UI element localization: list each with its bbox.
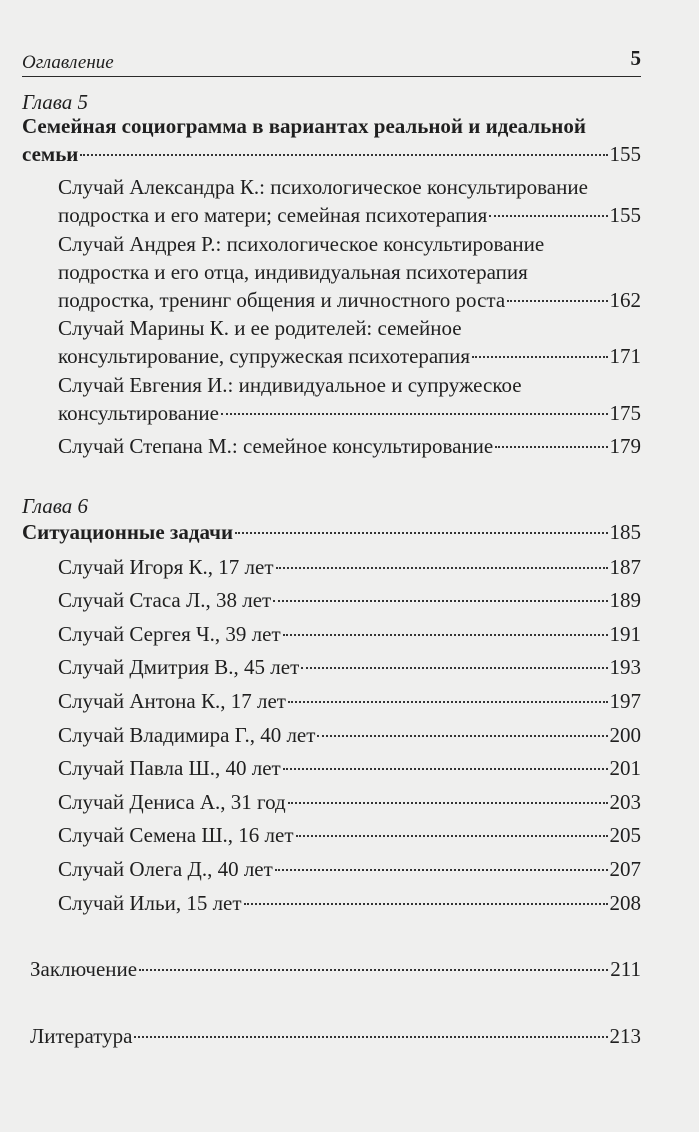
literature-page: 213 — [609, 1024, 641, 1048]
entry-6-4-page: 193 — [609, 655, 641, 679]
dot-leader — [80, 154, 607, 156]
entry-5-4-line2: консультирование — [58, 401, 219, 425]
page-number: 5 — [630, 46, 641, 70]
entry-5-4-line1: Случай Евгения И.: индивидуальное и супружеское — [58, 373, 522, 397]
entry-6-5-text: Случай Антона К., 17 лет — [58, 689, 286, 713]
dot-leader — [244, 903, 608, 905]
entry-6-11-text: Случай Ильи, 15 лет — [58, 891, 242, 915]
entry-6-3-text: Случай Сергея Ч., 39 лет — [58, 622, 281, 646]
entry-5-2-line2: подростка и его отца, индивидуальная психотерапия — [58, 260, 528, 284]
chapter-6-title-row — [22, 516, 641, 548]
entry-5-2-line1: Случай Андрея Р.: психологическое консультирование — [58, 232, 545, 256]
entry-6-9-text: Случай Семена Ш., 16 лет — [58, 823, 294, 847]
entry-5-1-line1: Случай Александра К.: психологическое консультирование — [58, 175, 588, 199]
dot-leader — [273, 600, 607, 602]
dot-leader — [134, 1036, 607, 1038]
entry-6-7-text: Случай Павла Ш., 40 лет — [58, 756, 281, 780]
dot-leader — [472, 356, 607, 358]
dot-leader — [489, 215, 607, 217]
chapter-6-title: Ситуационные задачи — [22, 520, 234, 544]
entry-6-10-page: 207 — [609, 857, 641, 881]
chapter-6-page: 185 — [609, 520, 641, 544]
entry-5-1-line2: подростка и его матери; семейная психотерапия — [58, 203, 488, 227]
dot-leader — [288, 802, 608, 804]
entry-6-10-text: Случай Олега Д., 40 лет — [58, 857, 273, 881]
chapter-5-title-line2: семьи — [22, 142, 79, 166]
dot-leader — [276, 567, 608, 569]
entry-5-4-row — [58, 397, 641, 429]
entry-5-1-row — [58, 199, 641, 231]
entry-5-3-line1: Случай Марины К. и ее родителей: семейное — [58, 316, 462, 340]
entry-6-9-page: 205 — [609, 823, 641, 847]
entry-6-5-page: 197 — [609, 689, 641, 713]
entry-6-11-row — [58, 887, 641, 919]
entry-6-4-row — [58, 651, 641, 683]
chapter-5-title-line1: Семейная социограмма в вариантах реальной и идеальной — [22, 114, 586, 138]
entry-6-4-text: Случай Дмитрия В., 45 лет — [58, 655, 300, 679]
dot-leader — [139, 969, 608, 971]
dot-leader — [301, 667, 607, 669]
dot-leader — [221, 413, 608, 415]
conclusion-page: 211 — [610, 957, 641, 981]
entry-5-4-page: 175 — [609, 401, 641, 425]
entry-6-8-text: Случай Дениса А., 31 год — [58, 790, 286, 814]
entry-6-7-row — [58, 752, 641, 784]
page-header — [22, 44, 641, 77]
dot-leader — [235, 532, 607, 534]
entry-5-5-page: 179 — [609, 434, 641, 458]
conclusion-row — [30, 953, 641, 985]
entry-6-2-page: 189 — [609, 588, 641, 612]
dot-leader — [283, 768, 608, 770]
entry-6-2-text: Случай Стаса Л., 38 лет — [58, 588, 272, 612]
entry-6-1-row — [58, 551, 641, 583]
dot-leader — [507, 300, 607, 302]
entry-6-6-page: 200 — [609, 723, 641, 747]
dot-leader — [317, 735, 607, 737]
entry-6-8-row — [58, 786, 641, 818]
entry-5-3-row — [58, 340, 641, 372]
entry-6-6-row — [58, 719, 641, 751]
entry-6-9-row — [58, 819, 641, 851]
chapter-5-title-row — [22, 138, 641, 170]
dot-leader — [296, 835, 608, 837]
entry-6-1-page: 187 — [609, 555, 641, 579]
entry-6-6-text: Случай Владимира Г., 40 лет — [58, 723, 316, 747]
chapter-5-label: Глава 5 — [22, 90, 88, 114]
entry-6-1-text: Случай Игоря К., 17 лет — [58, 555, 274, 579]
entry-5-1-page: 155 — [609, 203, 641, 227]
entry-5-5-row — [58, 430, 641, 462]
entry-6-5-row — [58, 685, 641, 717]
literature-row — [30, 1020, 641, 1052]
entry-6-8-page: 203 — [609, 790, 641, 814]
chapter-5-page: 155 — [609, 142, 641, 166]
literature-text: Литература — [30, 1024, 133, 1048]
entry-6-7-page: 201 — [609, 756, 641, 780]
entry-5-2-page: 162 — [609, 288, 641, 312]
dot-leader — [495, 446, 607, 448]
conclusion-text: Заключение — [30, 957, 138, 981]
entry-6-10-row — [58, 853, 641, 885]
dot-leader — [275, 869, 608, 871]
dot-leader — [288, 701, 608, 703]
entry-6-3-row — [58, 618, 641, 650]
entry-5-3-line2: консультирование, супружеская психотерапия — [58, 344, 471, 368]
entry-5-2-line3: подростка, тренинг общения и личностного роста — [58, 288, 506, 312]
entry-5-3-page: 171 — [609, 344, 641, 368]
entry-6-2-row — [58, 584, 641, 616]
entry-6-11-page: 208 — [609, 891, 641, 915]
dot-leader — [283, 634, 608, 636]
running-title: Оглавление — [22, 52, 114, 73]
chapter-6-label: Глава 6 — [22, 494, 88, 518]
entry-5-5-text: Случай Степана М.: семейное консультирование — [58, 434, 494, 458]
entry-6-3-page: 191 — [609, 622, 641, 646]
